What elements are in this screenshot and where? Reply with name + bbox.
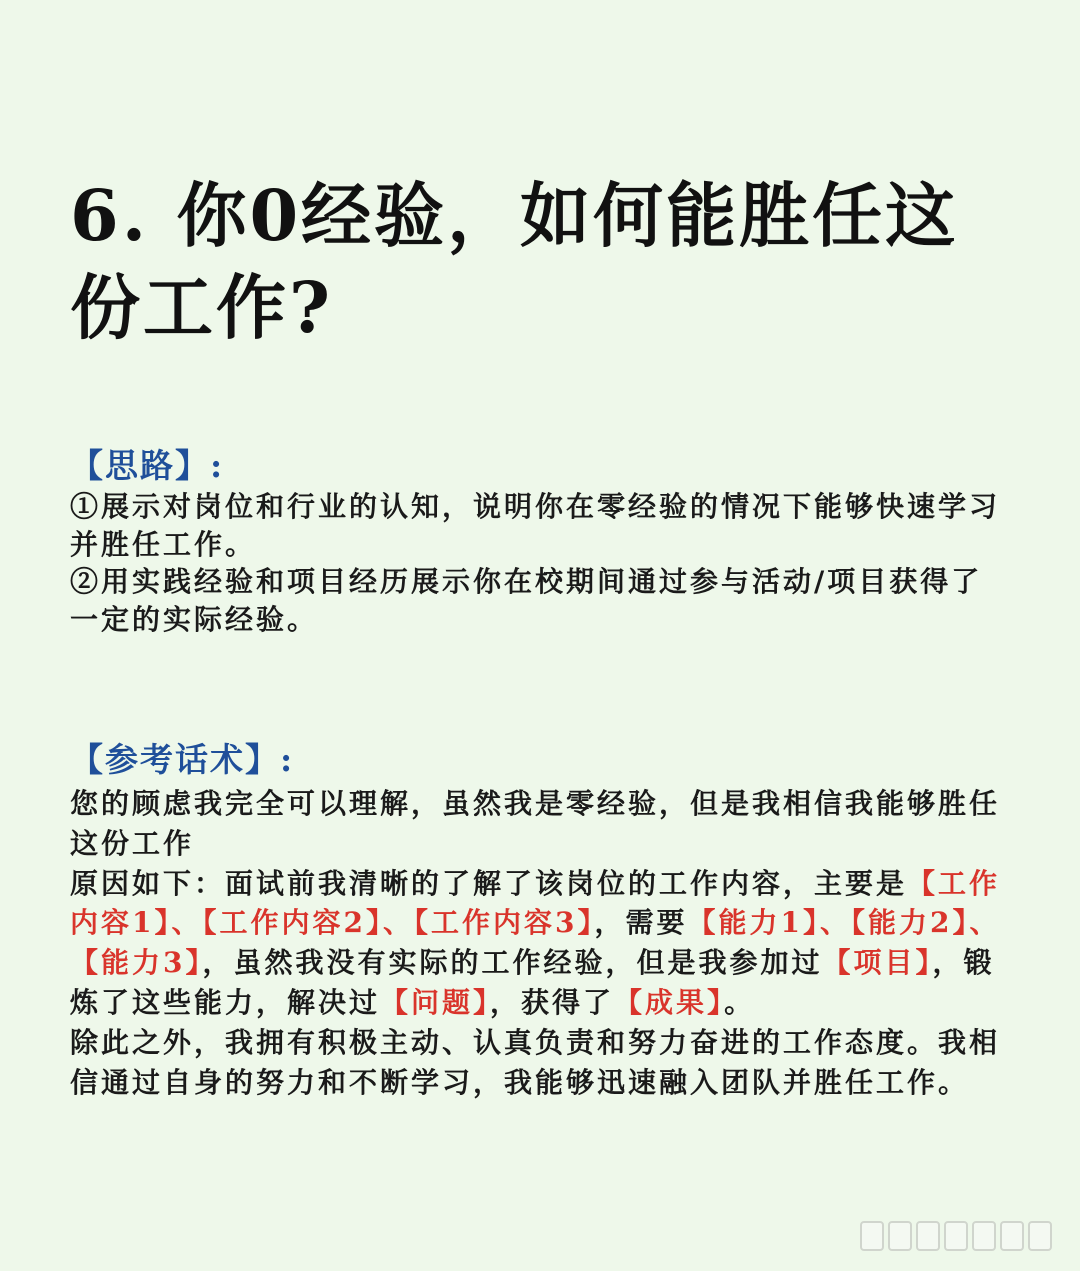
watermark-glyph [888, 1221, 912, 1251]
result-placeholder: 【成果】 [614, 985, 725, 1019]
work-content-1: 【工作内容1】 [70, 866, 1001, 940]
think-label: 【思路】: [70, 446, 225, 485]
obtained-text: ，获得了 [490, 985, 615, 1019]
separator: 、 [171, 906, 203, 940]
separator: 、 [969, 906, 1001, 940]
watermark-glyph [944, 1221, 968, 1251]
reference-label: 【参考话术】: [70, 740, 295, 779]
think-point-1: ①展示对岗位和行业的认知，说明你在零经验的情况下能够快速学习并胜任工作。 [70, 490, 1001, 561]
work-content-3: 【工作内容3】 [414, 906, 595, 940]
ability-3: 【能力3】 [70, 946, 203, 980]
separator: 、 [819, 906, 851, 940]
reference-paragraph-1: 您的顾虑我完全可以理解，虽然我是零经验，但是我相信我能够胜任这份工作 [70, 787, 1001, 860]
think-point-2: ②用实践经验和项目经历展示你在校期间通过参与活动/项目获得了一定的实际经验。 [70, 565, 983, 636]
watermark-glyph [972, 1221, 996, 1251]
watermark [860, 1221, 1052, 1251]
reference-paragraph-2 [70, 864, 1010, 1023]
period: 。 [724, 985, 756, 1019]
project-placeholder: 【项目】 [822, 946, 933, 980]
reason-lead: 原因如下：面试前我清晰的了解了该岗位的工作内容，主要是 [70, 866, 908, 900]
ability-1: 【能力1】 [687, 906, 820, 940]
problem-placeholder: 【问题】 [380, 985, 491, 1019]
work-content-2: 【工作内容2】 [202, 906, 383, 940]
think-body [70, 488, 1010, 638]
watermark-glyph [916, 1221, 940, 1251]
reference-body [70, 784, 1010, 1102]
experience-text: ，虽然我没有实际的工作经验，但是我参加过 [202, 946, 823, 980]
skills-text: ，锻炼了这些能力，解决过 [70, 946, 995, 1019]
watermark-glyph [1028, 1221, 1052, 1251]
page-title: 6. 你0经验，如何能胜任这份工作? [70, 174, 959, 349]
reference-paragraph-3: 除此之外，我拥有积极主动、认真负责和努力奋进的工作态度。我相信通过自身的努力和不断学习，我能够迅速融入团队并胜任工作。 [70, 1025, 1001, 1099]
separator: 、 [382, 906, 414, 940]
need-text: ，需要 [594, 906, 688, 940]
watermark-glyph [1000, 1221, 1024, 1251]
ability-2: 【能力2】 [851, 906, 970, 940]
watermark-glyph [860, 1221, 884, 1251]
